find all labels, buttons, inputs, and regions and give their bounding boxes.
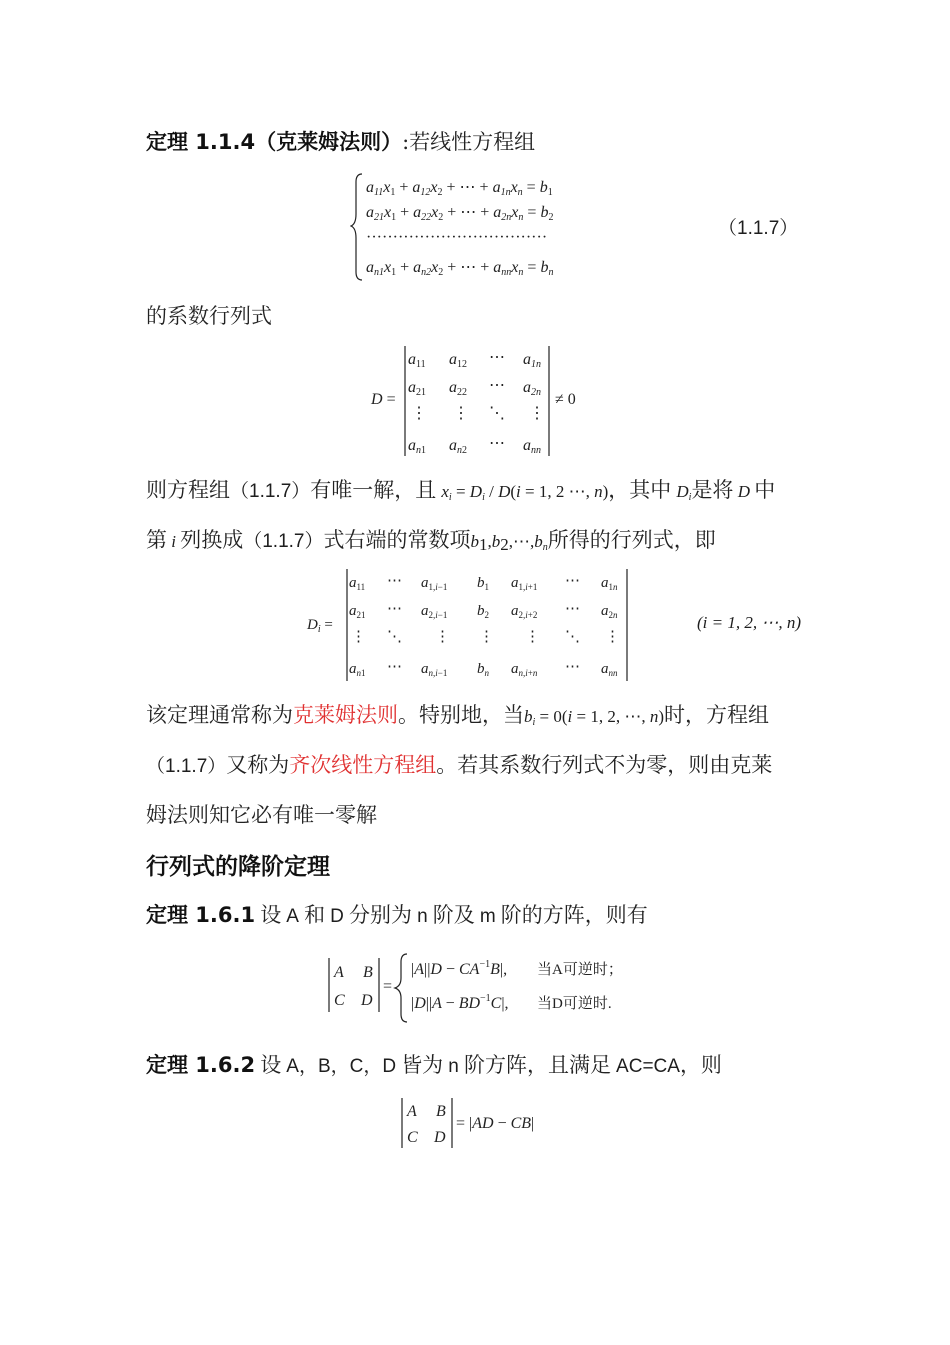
cramer-replacement-line: 第 i 列换成（1.1.7）式右端的常数项$b_1,b_2,\cdots,b_n$所得的行列式，即 xyxy=(146,528,716,554)
svg-text:a21: a21 xyxy=(408,379,426,398)
svg-text:D =: D = xyxy=(371,391,396,408)
svg-text:⋯: ⋯ xyxy=(565,573,580,589)
svg-text:a1n: $a_1n$ xyxy=(601,575,618,592)
theorem-1-6-2-line: 定理 1.6.2 设 A，B，C，D 皆为 n 阶方阵，且满足 AC=CA，则 xyxy=(146,1053,722,1077)
svg-text:······························: ·································· xyxy=(366,229,548,246)
svg-text:≠ 0: ≠ 0 xyxy=(555,391,576,408)
svg-text:D: D xyxy=(361,992,373,1009)
theorem-1-6-2-label: 定理 1.6.2 xyxy=(146,1053,256,1077)
svg-text:b1: $b_1$ xyxy=(477,575,489,592)
homogeneous-system-highlight: 齐次线性方程组 xyxy=(289,753,437,777)
svg-text:D: D xyxy=(434,1129,446,1146)
svg-text:⋯: ⋯ xyxy=(387,659,402,675)
svg-text:a12: a12 xyxy=(449,351,467,370)
svg-text:C: C xyxy=(407,1129,418,1146)
svg-text:⋮: ⋮ xyxy=(453,405,469,422)
svg-text:a2,i+2: $a_{2,}i+2$ xyxy=(511,603,538,620)
svg-text:an1x1 + an2x2 + ⋯ + annxn = bn: an1x1 + an2x2 + ⋯ + annxn = bn xyxy=(366,259,554,278)
determinant-d-i xyxy=(305,565,635,685)
svg-text:an1: $a_n1$ xyxy=(349,661,366,678)
cramer-rule-highlight: 克莱姆法则 xyxy=(293,703,398,727)
svg-text:a21x1 + a22x2 + ⋯ + a2nxn = b2: a21x1 + a22x2 + ⋯ + a2nxn = b2 xyxy=(366,204,554,223)
case-1-label: 当A可逆时； xyxy=(537,962,623,978)
svg-text:⋱: ⋱ xyxy=(565,629,580,645)
svg-text:⋮: ⋮ xyxy=(525,629,540,645)
svg-text:⋯: ⋯ xyxy=(489,435,505,452)
solution-formula: $x_i = D_i / D(i = 1$, 2 ⋯, n) xyxy=(441,482,609,503)
homogeneous-line: （1.1.7）又称为齐次线性方程组。若其系数行列式不为零，则由克莱 xyxy=(146,753,773,777)
linear-system-equation xyxy=(350,168,610,286)
svg-text:B: B xyxy=(436,1103,446,1120)
svg-text:⋯: ⋯ xyxy=(489,349,505,366)
svg-text:an1: an1 xyxy=(408,437,426,456)
svg-text:= |AD − CB|: = |AD − CB| xyxy=(456,1115,535,1132)
svg-text:=: = xyxy=(383,978,393,995)
unique-zero-solution-line: 姆法则知它必有唯一零解 xyxy=(146,803,377,827)
index-range-label: (i = 1, 2, ⋯, n) xyxy=(697,613,802,632)
svg-text:a21: $a_{21}$ xyxy=(349,603,366,620)
block-determinant-formula xyxy=(325,948,645,1026)
svg-text:|D||A − BD−1C|,: $|D||A - BD^{-1}C|$, xyxy=(411,993,509,1012)
svg-text:⋱: ⋱ xyxy=(387,629,402,645)
cramer-rule-naming-line: 该定理通常称为克莱姆法则。特别地，当$b_i = 0(i = 1$, 2, ⋯, n)时，方程组 xyxy=(146,703,770,728)
svg-text:B: B xyxy=(363,964,373,981)
svg-text:an,i−1: $a_n,i-1$ xyxy=(421,661,448,678)
svg-text:a1,i−1: $a_{1,}i-1$ xyxy=(421,575,448,592)
equation-number: （1.1.7） xyxy=(718,218,799,239)
svg-text:⋮: ⋮ xyxy=(411,405,427,422)
svg-text:a1,i+1: $a_{1,}i+1$ xyxy=(511,575,538,592)
svg-text:an,i+n: $a_n,i+n$ xyxy=(511,661,538,678)
commuting-block-formula xyxy=(398,1094,558,1154)
svg-text:a1n: a1n xyxy=(523,351,541,370)
theorem-1-6-1-line: 定理 1.6.1 设 A 和 D 分别为 n 阶及 m 阶的方阵，则有 xyxy=(146,903,648,927)
svg-text:C: C xyxy=(334,992,345,1009)
svg-text:A: A xyxy=(334,964,344,981)
svg-text:an2: an2 xyxy=(449,437,467,456)
svg-text:a22: a22 xyxy=(449,379,467,398)
theorem-label: 定理 1.1.4（克莱姆法则） xyxy=(146,130,403,154)
svg-text:A: A xyxy=(407,1103,417,1120)
svg-text:a11x1 + a12x2 + ⋯ + a1nxn = b1: a11x1 + a12x2 + ⋯ + a1nxn = b1 xyxy=(366,179,553,198)
svg-text:⋱: ⋱ xyxy=(489,405,505,422)
svg-text:a2n: a2n xyxy=(523,379,541,398)
case-2-label: 当D可逆时. xyxy=(537,996,612,1012)
svg-text:⋯: ⋯ xyxy=(565,601,580,617)
svg-text:⋯: ⋯ xyxy=(387,573,402,589)
svg-text:⋮: ⋮ xyxy=(529,405,545,422)
svg-text:⋮: ⋮ xyxy=(435,629,450,645)
theorem-intro: 若线性方程组 xyxy=(409,130,536,154)
svg-text:ann: ann xyxy=(523,437,541,456)
svg-text:bn: $b_n$ xyxy=(477,661,489,678)
svg-text:|A||D − CA−1B|,: $|A||D - CA^{-1}B|$, xyxy=(411,959,508,978)
section-heading: 行列式的降阶定理 xyxy=(146,854,330,880)
svg-text:ann: $a_{nn}$ xyxy=(601,661,618,678)
svg-text:a11: a11 xyxy=(408,351,426,370)
svg-text:⋮: ⋮ xyxy=(351,629,366,645)
determinant-d xyxy=(365,340,595,460)
svg-text:⋮: ⋮ xyxy=(479,629,494,645)
svg-text:⋯: ⋯ xyxy=(489,377,505,394)
cramer-solution-line: 则方程组（1.1.7）有唯一解，且 $x_i = D_i / D(i = 1$, 2 ⋯, n)，其中 $D_i$是将 D 中 xyxy=(146,478,776,503)
svg-text:a11: $a_{11}$ xyxy=(349,575,366,592)
svg-text:⋯: ⋯ xyxy=(565,659,580,675)
svg-text:Di =: $D_i$ = xyxy=(307,617,333,635)
svg-text:b2: $b_2$ xyxy=(477,603,489,620)
svg-text:a2n: $a_2n$ xyxy=(601,603,618,620)
theorem-1-1-4-line: 定理 1.1.4（克莱姆法则）:若线性方程组 xyxy=(146,130,536,154)
coefficient-determinant-caption: 的系数行列式 xyxy=(146,304,272,328)
theorem-1-6-1-label: 定理 1.6.1 xyxy=(146,903,256,927)
svg-text:⋯: ⋯ xyxy=(387,601,402,617)
svg-text:⋮: ⋮ xyxy=(605,629,620,645)
svg-text:a2,i−1: $a_{2,}i-1$ xyxy=(421,603,448,620)
